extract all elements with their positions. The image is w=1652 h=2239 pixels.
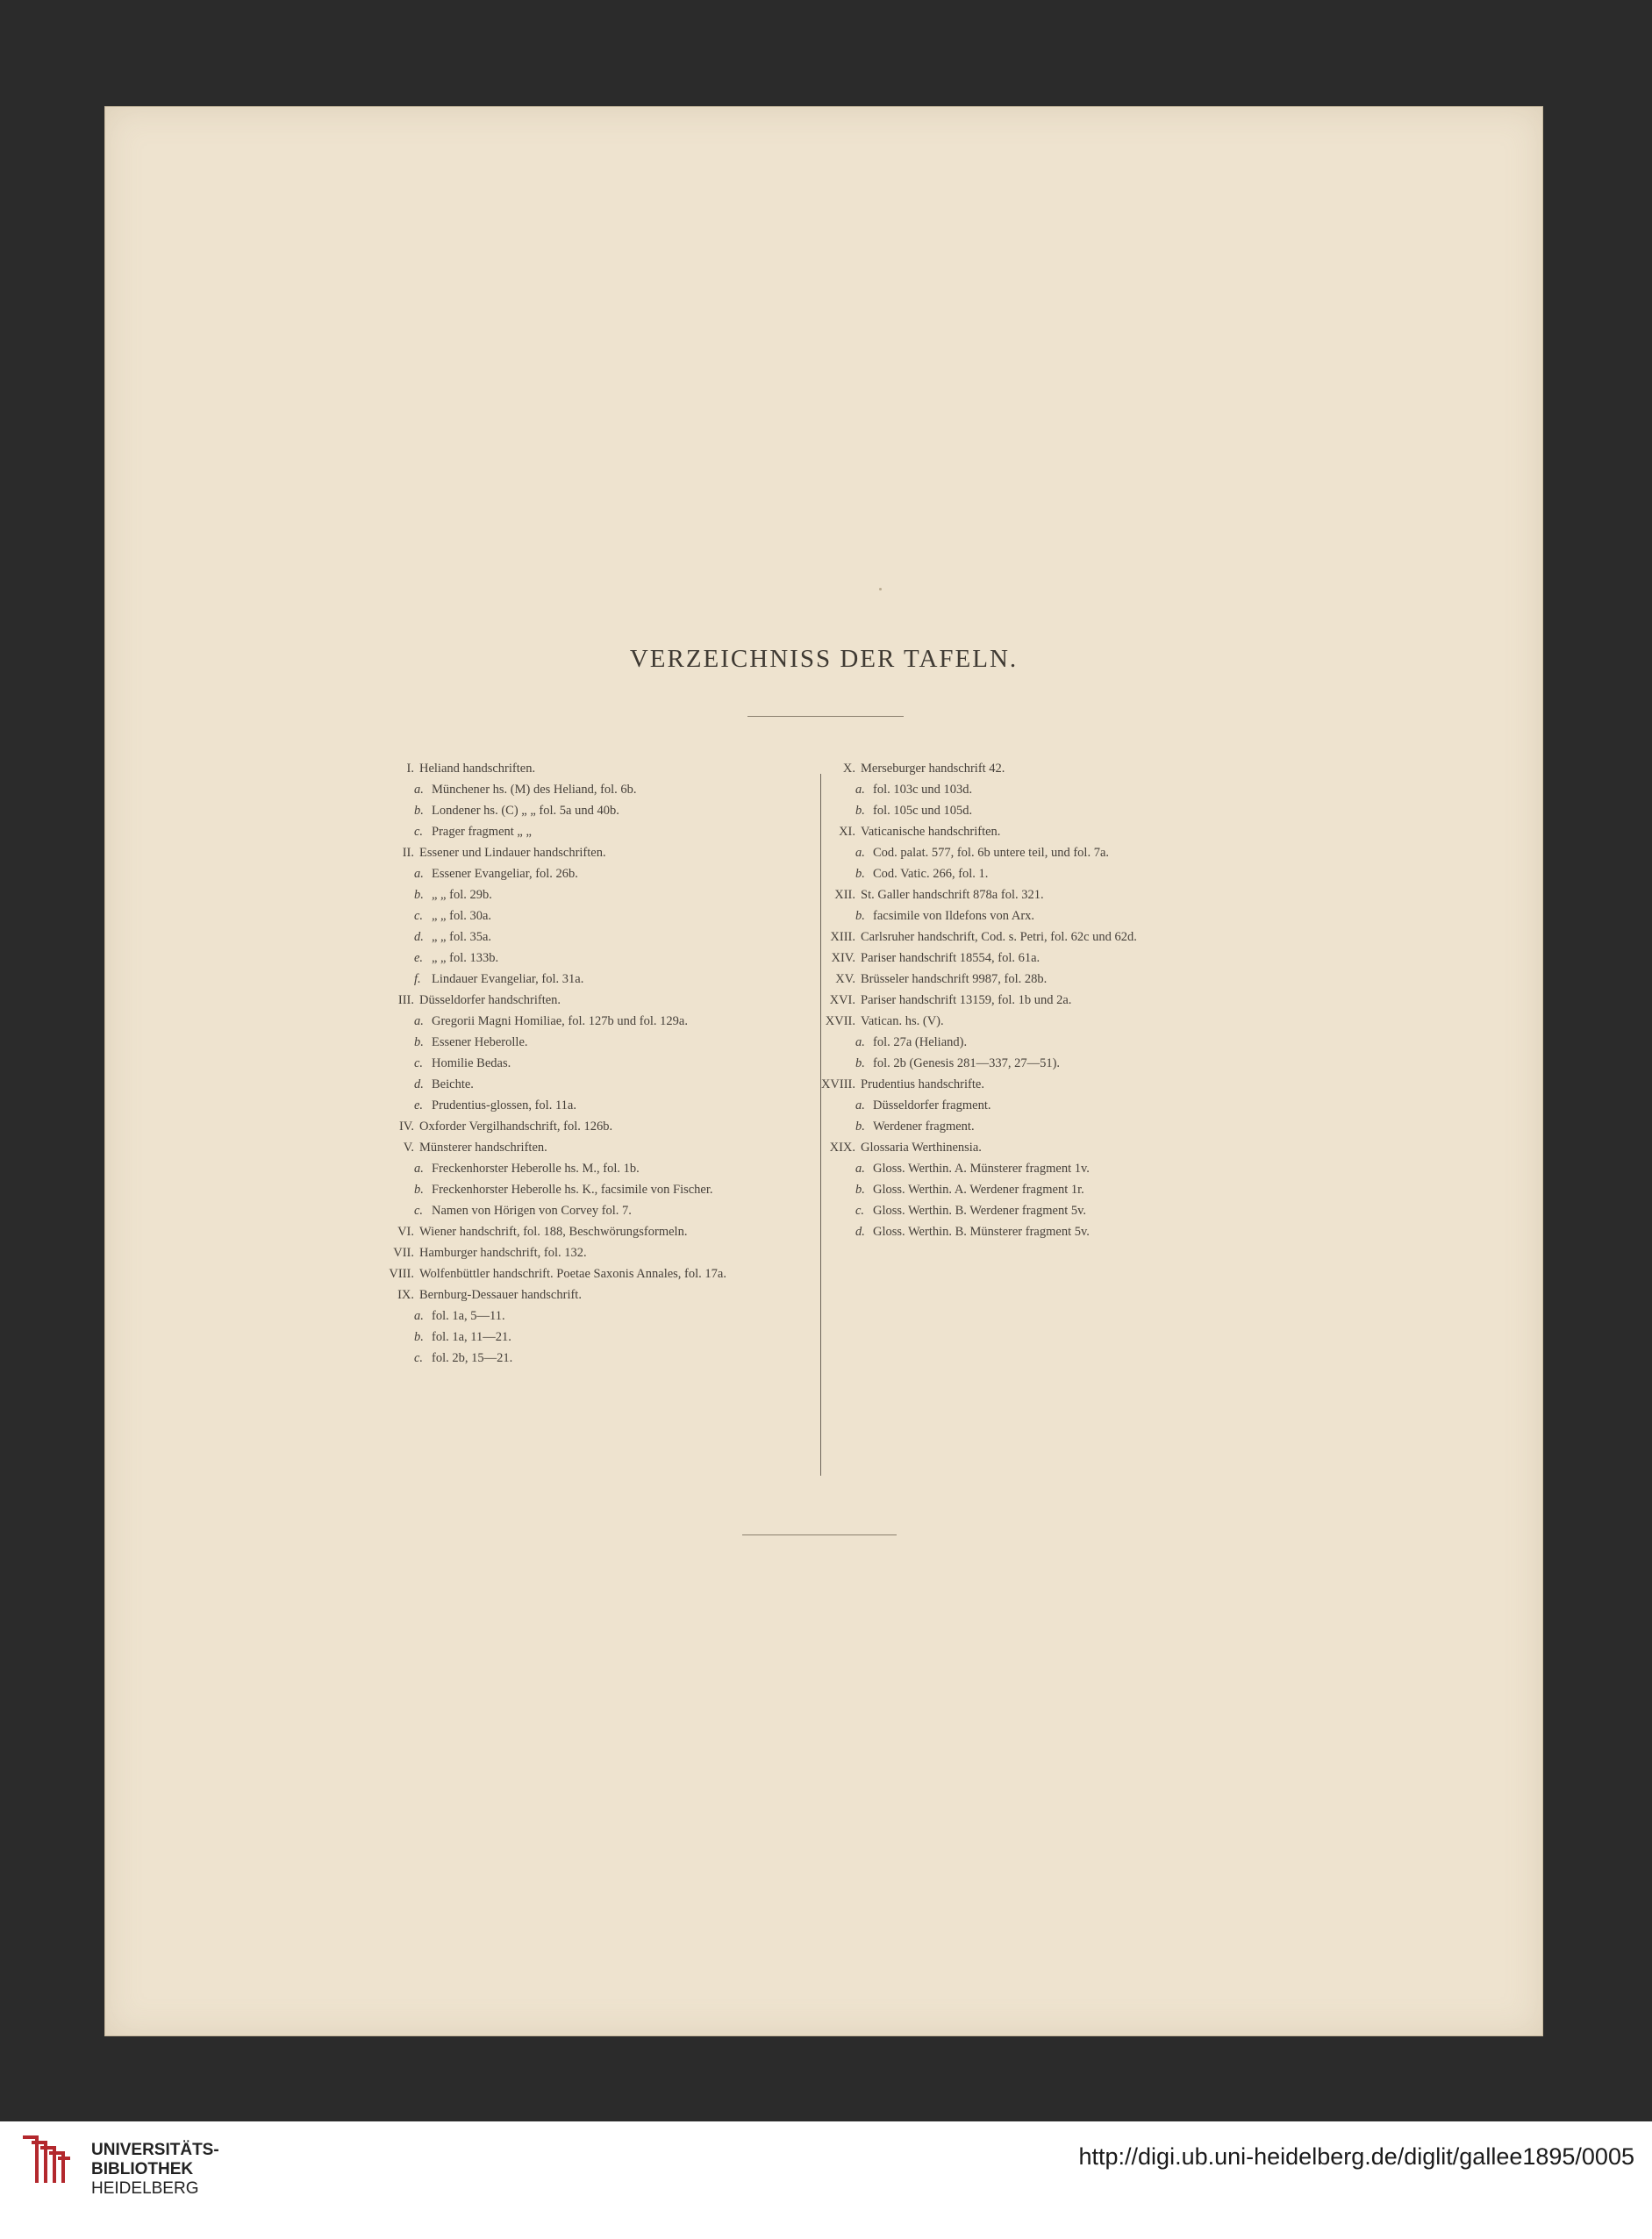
- entry-number: II.: [402, 846, 414, 860]
- entry-text: fol. 1a, 11—21.: [432, 1330, 511, 1344]
- entry-text: Werdener fragment.: [873, 1120, 975, 1134]
- subentry-letter: e.: [414, 1098, 424, 1112]
- entry-text: Vaticanische handschriften.: [861, 825, 1001, 839]
- footer-bar: [0, 2121, 1652, 2239]
- entry-text: Merseburger handschrift 42.: [861, 762, 1005, 776]
- entry-text: „ „ fol. 35a.: [432, 930, 492, 944]
- entry-text: Prudentius handschrifte.: [861, 1077, 984, 1091]
- subentry-letter: c.: [414, 1351, 424, 1365]
- subentry-letter: f.: [414, 972, 421, 986]
- entry-text: Pariser handschrift 18554, fol. 61a.: [861, 951, 1041, 965]
- toc-subentry: [759, 1158, 1461, 1179]
- entry-text: Beichte.: [432, 1077, 474, 1091]
- entry-text: „ „ fol. 30a.: [432, 909, 492, 923]
- subentry-letter: c.: [414, 1204, 424, 1218]
- toc-subentry: [342, 1305, 833, 1327]
- toc-subentry: [759, 1053, 1461, 1074]
- entry-number: X.: [842, 762, 855, 776]
- subentry-letter: d.: [855, 1225, 865, 1239]
- toc-subentry: [759, 863, 1461, 884]
- subentry-letter: b.: [855, 1183, 865, 1197]
- subentry-letter: b.: [414, 888, 424, 902]
- entry-text: fol. 105c und 105d.: [873, 804, 973, 818]
- library-logo-text[interactable]: [91, 2141, 219, 2199]
- subentry-letter: a.: [414, 867, 424, 881]
- entry-number: XIV.: [831, 951, 855, 965]
- entry-text: Prager fragment „ „: [432, 825, 532, 839]
- toc-entry: [759, 1011, 1461, 1032]
- entry-text: fol. 1a, 5—11.: [432, 1309, 505, 1323]
- entry-number: XVIII.: [820, 1077, 855, 1091]
- subentry-letter: c.: [414, 1056, 424, 1070]
- toc-entry: [759, 1137, 1461, 1158]
- entry-text: Namen von Hörigen von Corvey fol. 7.: [432, 1204, 632, 1218]
- toc-entry: [759, 1074, 1461, 1095]
- entry-text: Brüsseler handschrift 9987, fol. 28b.: [861, 972, 1048, 986]
- entry-text: Münchener hs. (M) des Heliand, fol. 6b.: [432, 783, 637, 797]
- toc-entry: [759, 821, 1461, 842]
- subentry-letter: b.: [414, 1183, 424, 1197]
- entry-text: Wiener handschrift, fol. 188, Beschwörungsformeln.: [419, 1225, 688, 1239]
- toc-entry: [759, 758, 1461, 779]
- toc-entry: [759, 969, 1461, 990]
- subentry-letter: b.: [414, 804, 424, 818]
- toc-entry: [342, 1284, 833, 1305]
- entry-text: Essener Evangeliar, fol. 26b.: [432, 867, 578, 881]
- entry-text: „ „ fol. 133b.: [432, 951, 499, 965]
- toc-subentry: [759, 1116, 1461, 1137]
- subentry-letter: a.: [855, 1098, 865, 1112]
- entry-number: I.: [406, 762, 414, 776]
- entry-number: XVI.: [829, 993, 855, 1007]
- entry-text: Freckenhorster Heberolle hs. M., fol. 1b.: [432, 1162, 640, 1176]
- entry-number: V.: [403, 1141, 414, 1155]
- entry-text: Prudentius-glossen, fol. 11a.: [432, 1098, 576, 1112]
- entry-text: Glossaria Werthinensia.: [861, 1141, 982, 1155]
- toc-subentry: [759, 779, 1461, 800]
- logo-line-1: UNIVERSITÄTS-: [91, 2141, 219, 2159]
- paper-speck: [879, 588, 882, 590]
- subentry-letter: a.: [414, 1309, 424, 1323]
- subentry-letter: d.: [414, 1077, 424, 1091]
- entry-text: fol. 2b (Genesis 281—337, 27—51).: [873, 1056, 1061, 1070]
- entry-text: Oxforder Vergilhandschrift, fol. 126b.: [419, 1120, 613, 1134]
- entry-text: Lindauer Evangeliar, fol. 31a.: [432, 972, 584, 986]
- subentry-letter: c.: [414, 825, 424, 839]
- toc-subentry: [342, 1327, 833, 1348]
- entry-number: XV.: [835, 972, 855, 986]
- entry-text: Pariser handschrift 13159, fol. 1b und 2a.: [861, 993, 1072, 1007]
- entry-text: Essener und Lindauer handschriften.: [419, 846, 606, 860]
- toc-subentry: [759, 1221, 1461, 1242]
- subentry-letter: c.: [414, 909, 424, 923]
- entry-text: fol. 103c und 103d.: [873, 783, 973, 797]
- entry-number: IV.: [398, 1120, 414, 1134]
- entry-text: Vatican. hs. (V).: [861, 1014, 944, 1028]
- entry-text: Gloss. Werthin. B. Münsterer fragment 5v.: [873, 1225, 1090, 1239]
- entry-text: Freckenhorster Heberolle hs. K., facsimile von Fischer.: [432, 1183, 713, 1197]
- subentry-letter: a.: [855, 846, 865, 860]
- toc-subentry: [759, 1200, 1461, 1221]
- toc-entry: [759, 990, 1461, 1011]
- toc-subentry: [759, 1179, 1461, 1200]
- subentry-letter: d.: [414, 930, 424, 944]
- entry-text: Gloss. Werthin. A. Werdener fragment 1r.: [873, 1183, 1084, 1197]
- logo-line-3: HEIDELBERG: [91, 2179, 199, 2198]
- entry-text: facsimile von Ildefons von Arx.: [873, 909, 1035, 923]
- entry-text: Münsterer handschriften.: [419, 1141, 547, 1155]
- entry-text: Hamburger handschrift, fol. 132.: [419, 1246, 587, 1260]
- subentry-letter: a.: [414, 1162, 424, 1176]
- entry-number: XIII.: [830, 930, 855, 944]
- entry-text: fol. 2b, 15—21.: [432, 1351, 513, 1365]
- toc-subentry: [759, 1095, 1461, 1116]
- entry-text: Cod. palat. 577, fol. 6b untere teil, und fol. 7a.: [873, 846, 1110, 860]
- entry-text: Wolfenbüttler handschrift. Poetae Saxonis Annales, fol. 17a.: [419, 1267, 726, 1281]
- subentry-letter: b.: [855, 804, 865, 818]
- toc-subentry: [342, 1348, 833, 1369]
- subentry-letter: b.: [855, 1120, 865, 1134]
- page-title: VERZEICHNISS DER TAFELN.: [629, 645, 1019, 673]
- library-logo-icon[interactable]: [19, 2134, 72, 2186]
- toc-subentry: [759, 905, 1461, 926]
- subentry-letter: b.: [855, 909, 865, 923]
- entry-text: „ „ fol. 29b.: [432, 888, 492, 902]
- entry-number: III.: [397, 993, 414, 1007]
- logo-line-2: BIBLIOTHEK: [91, 2160, 194, 2178]
- subentry-letter: b.: [414, 1035, 424, 1049]
- entry-text: Gloss. Werthin. B. Werdener fragment 5v.: [873, 1204, 1087, 1218]
- toc-entry: [759, 884, 1461, 905]
- entry-text: Carlsruher handschrift, Cod. s. Petri, fol. 62c und 62d.: [861, 930, 1137, 944]
- entry-text: Homilie Bedas.: [432, 1056, 511, 1070]
- entry-text: fol. 27a (Heliand).: [873, 1035, 968, 1049]
- subentry-letter: e.: [414, 951, 424, 965]
- subentry-letter: a.: [855, 1035, 865, 1049]
- subentry-letter: b.: [855, 1056, 865, 1070]
- entry-text: Londener hs. (C) „ „ fol. 5a und 40b.: [432, 804, 619, 818]
- entry-number: VII.: [393, 1246, 414, 1260]
- toc-entry: [342, 1242, 833, 1263]
- entry-text: Essener Heberolle.: [432, 1035, 528, 1049]
- subentry-letter: c.: [855, 1204, 865, 1218]
- entry-number: VIII.: [389, 1267, 414, 1281]
- entry-text: Bernburg-Dessauer handschrift.: [419, 1288, 582, 1302]
- subentry-letter: a.: [414, 1014, 424, 1028]
- entry-number: XII.: [834, 888, 855, 902]
- entry-text: Düsseldorfer handschriften.: [419, 993, 561, 1007]
- entry-text: Gregorii Magni Homiliae, fol. 127b und fol. 129a.: [432, 1014, 688, 1028]
- entry-number: IX.: [397, 1288, 414, 1302]
- subentry-letter: b.: [855, 867, 865, 881]
- entry-text: Düsseldorfer fragment.: [873, 1098, 991, 1112]
- toc-subentry: [759, 800, 1461, 821]
- title-divider: [747, 716, 904, 717]
- right-column: [759, 758, 1461, 1242]
- entry-text: Heliand handschriften.: [419, 762, 536, 776]
- scanned-page: [105, 107, 1542, 2035]
- entry-number: XI.: [839, 825, 855, 839]
- toc-entry: [342, 1263, 833, 1284]
- entry-number: VI.: [397, 1225, 414, 1239]
- entry-text: Gloss. Werthin. A. Münsterer fragment 1v.: [873, 1162, 1090, 1176]
- toc-subentry: [759, 842, 1461, 863]
- subentry-letter: a.: [855, 1162, 865, 1176]
- toc-entry: [759, 948, 1461, 969]
- toc-entry: [759, 926, 1461, 948]
- subentry-letter: a.: [855, 783, 865, 797]
- toc-subentry: [759, 1032, 1461, 1053]
- entry-text: St. Galler handschrift 878a fol. 321.: [861, 888, 1044, 902]
- bottom-divider: [742, 1534, 897, 1535]
- entry-number: XVII.: [825, 1014, 855, 1028]
- entry-text: Cod. Vatic. 266, fol. 1.: [873, 867, 989, 881]
- subentry-letter: b.: [414, 1330, 424, 1344]
- entry-number: XIX.: [829, 1141, 855, 1155]
- permalink-url[interactable]: http://digi.ub.uni-heidelberg.de/diglit/gallee1895/0005: [1078, 2143, 1634, 2170]
- subentry-letter: a.: [414, 783, 424, 797]
